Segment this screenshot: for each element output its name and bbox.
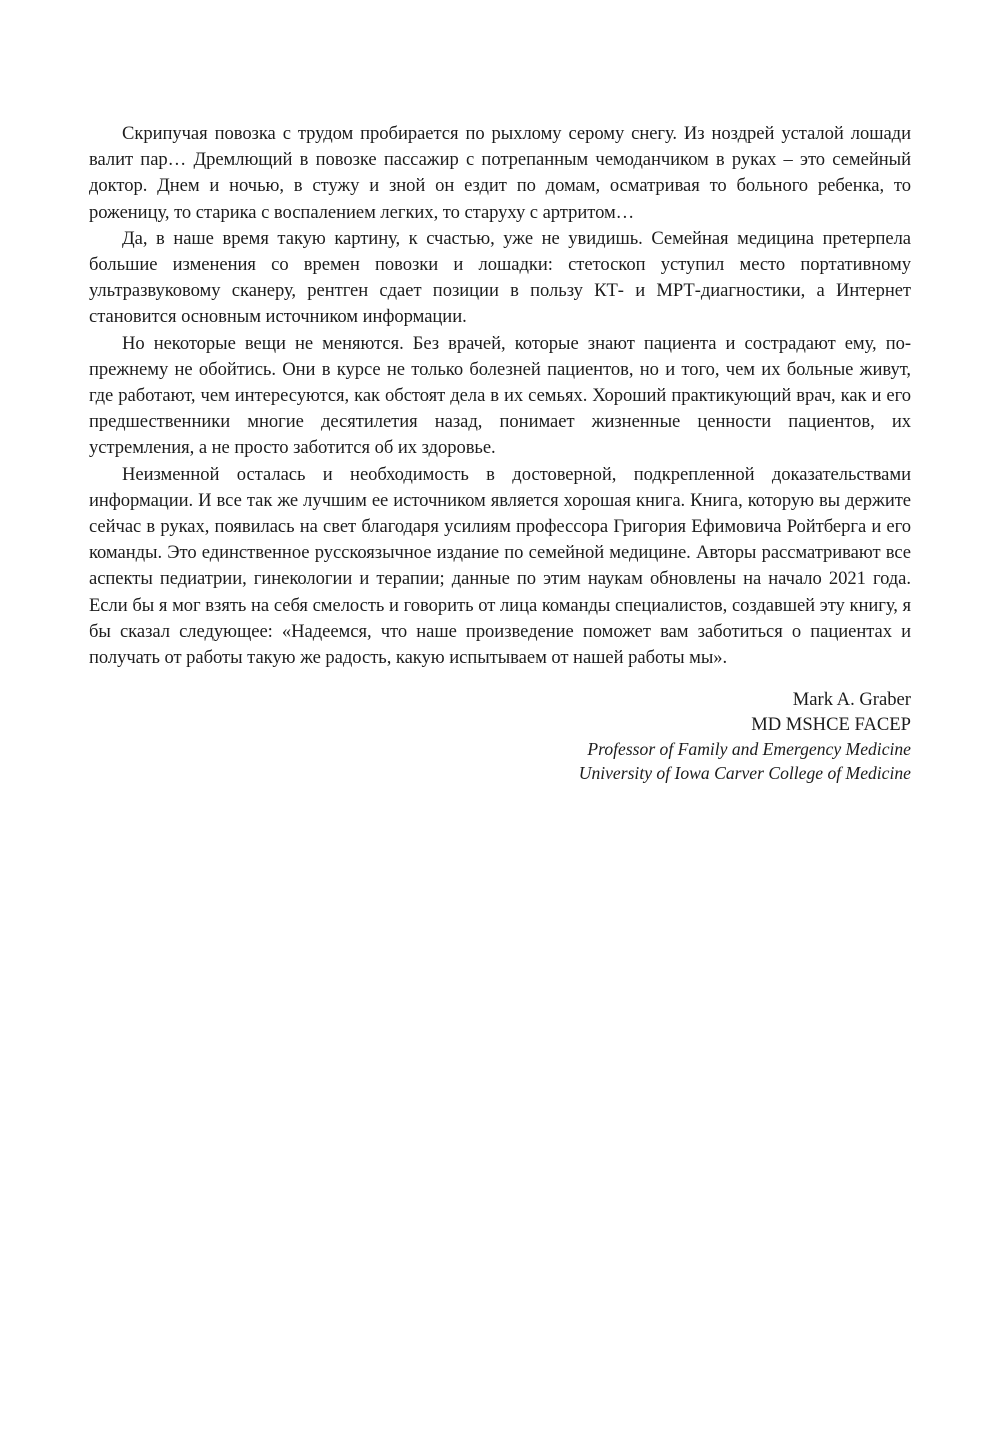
paragraph-1: Скрипучая повозка с трудом пробирается по рыхлому серому снегу. Из ноздрей усталой лошади валит пар… Дремлющий в повозке пассажир с потрепанным чемоданчиком в руках – это семейный доктор. Днем и ночью, в стужу и зной он ездит по домам, осматривая то больного ребенка, то роженицу, то старика с воспалением легких, то старуху с артритом… xyxy=(89,123,911,223)
foreword-body xyxy=(89,121,911,671)
author-name: Mark A. Graber xyxy=(792,689,911,710)
author-title: Professor of Family and Emergency Medicine xyxy=(587,739,911,759)
paragraph-3: Но некоторые вещи не меняются. Без врачей, которые знают пациента и сострадают ему, по-прежнему не обойтись. Они в курсе не только болезней пациентов, но и того, чем их больные живут, где работают, чем интересуются, как обстоят дела в их семьях. Хороший практикующий врач, как и его предшественники многие десятилетия назад, понимает жизненные ценности пациентов, их устремления, а не просто заботится об их здоровье. xyxy=(89,332,911,459)
author-affiliation: University of Iowa Carver College of Medicine xyxy=(578,763,911,783)
paragraph-4: Неизменной осталась и необходимость в достоверной, подкрепленной доказательствами информации. И все так же лучшим ее источником является хорошая книга. Книга, которую вы держите сейчас в руках, появилась на свет благодаря усилиям профессора Григория Ефимовича Ройтберга и его команды. Это единственное русскоязычное издание по семейной медицине. Авторы рассматривают все аспекты педиатрии, гинекологии и терапии; данные по этим наукам обновлены на начало 2021 года. Если бы я мог взять на себя смелость и говорить от лица команды специалистов, создавшей эту книгу, я бы сказал следующее: «Надеемся, что наше произведение поможет вам заботиться о пациентах и получать от работы такую же радость, какую испытываем от нашей работы мы». xyxy=(89,463,911,669)
author-signature xyxy=(579,688,911,785)
paragraph-2: Да, в наше время такую картину, к счастью, уже не увидишь. Семейная медицина претерпела большие изменения со времен повозки и лошадки: стетоскоп уступил место портативному ультразвуковому сканеру, рентген сдает позиции в пользу КТ- и МРТ-диагностики, а Интернет становится основным источником информации. xyxy=(89,227,911,328)
author-degrees: MD MSHCE FACEP xyxy=(751,713,911,735)
